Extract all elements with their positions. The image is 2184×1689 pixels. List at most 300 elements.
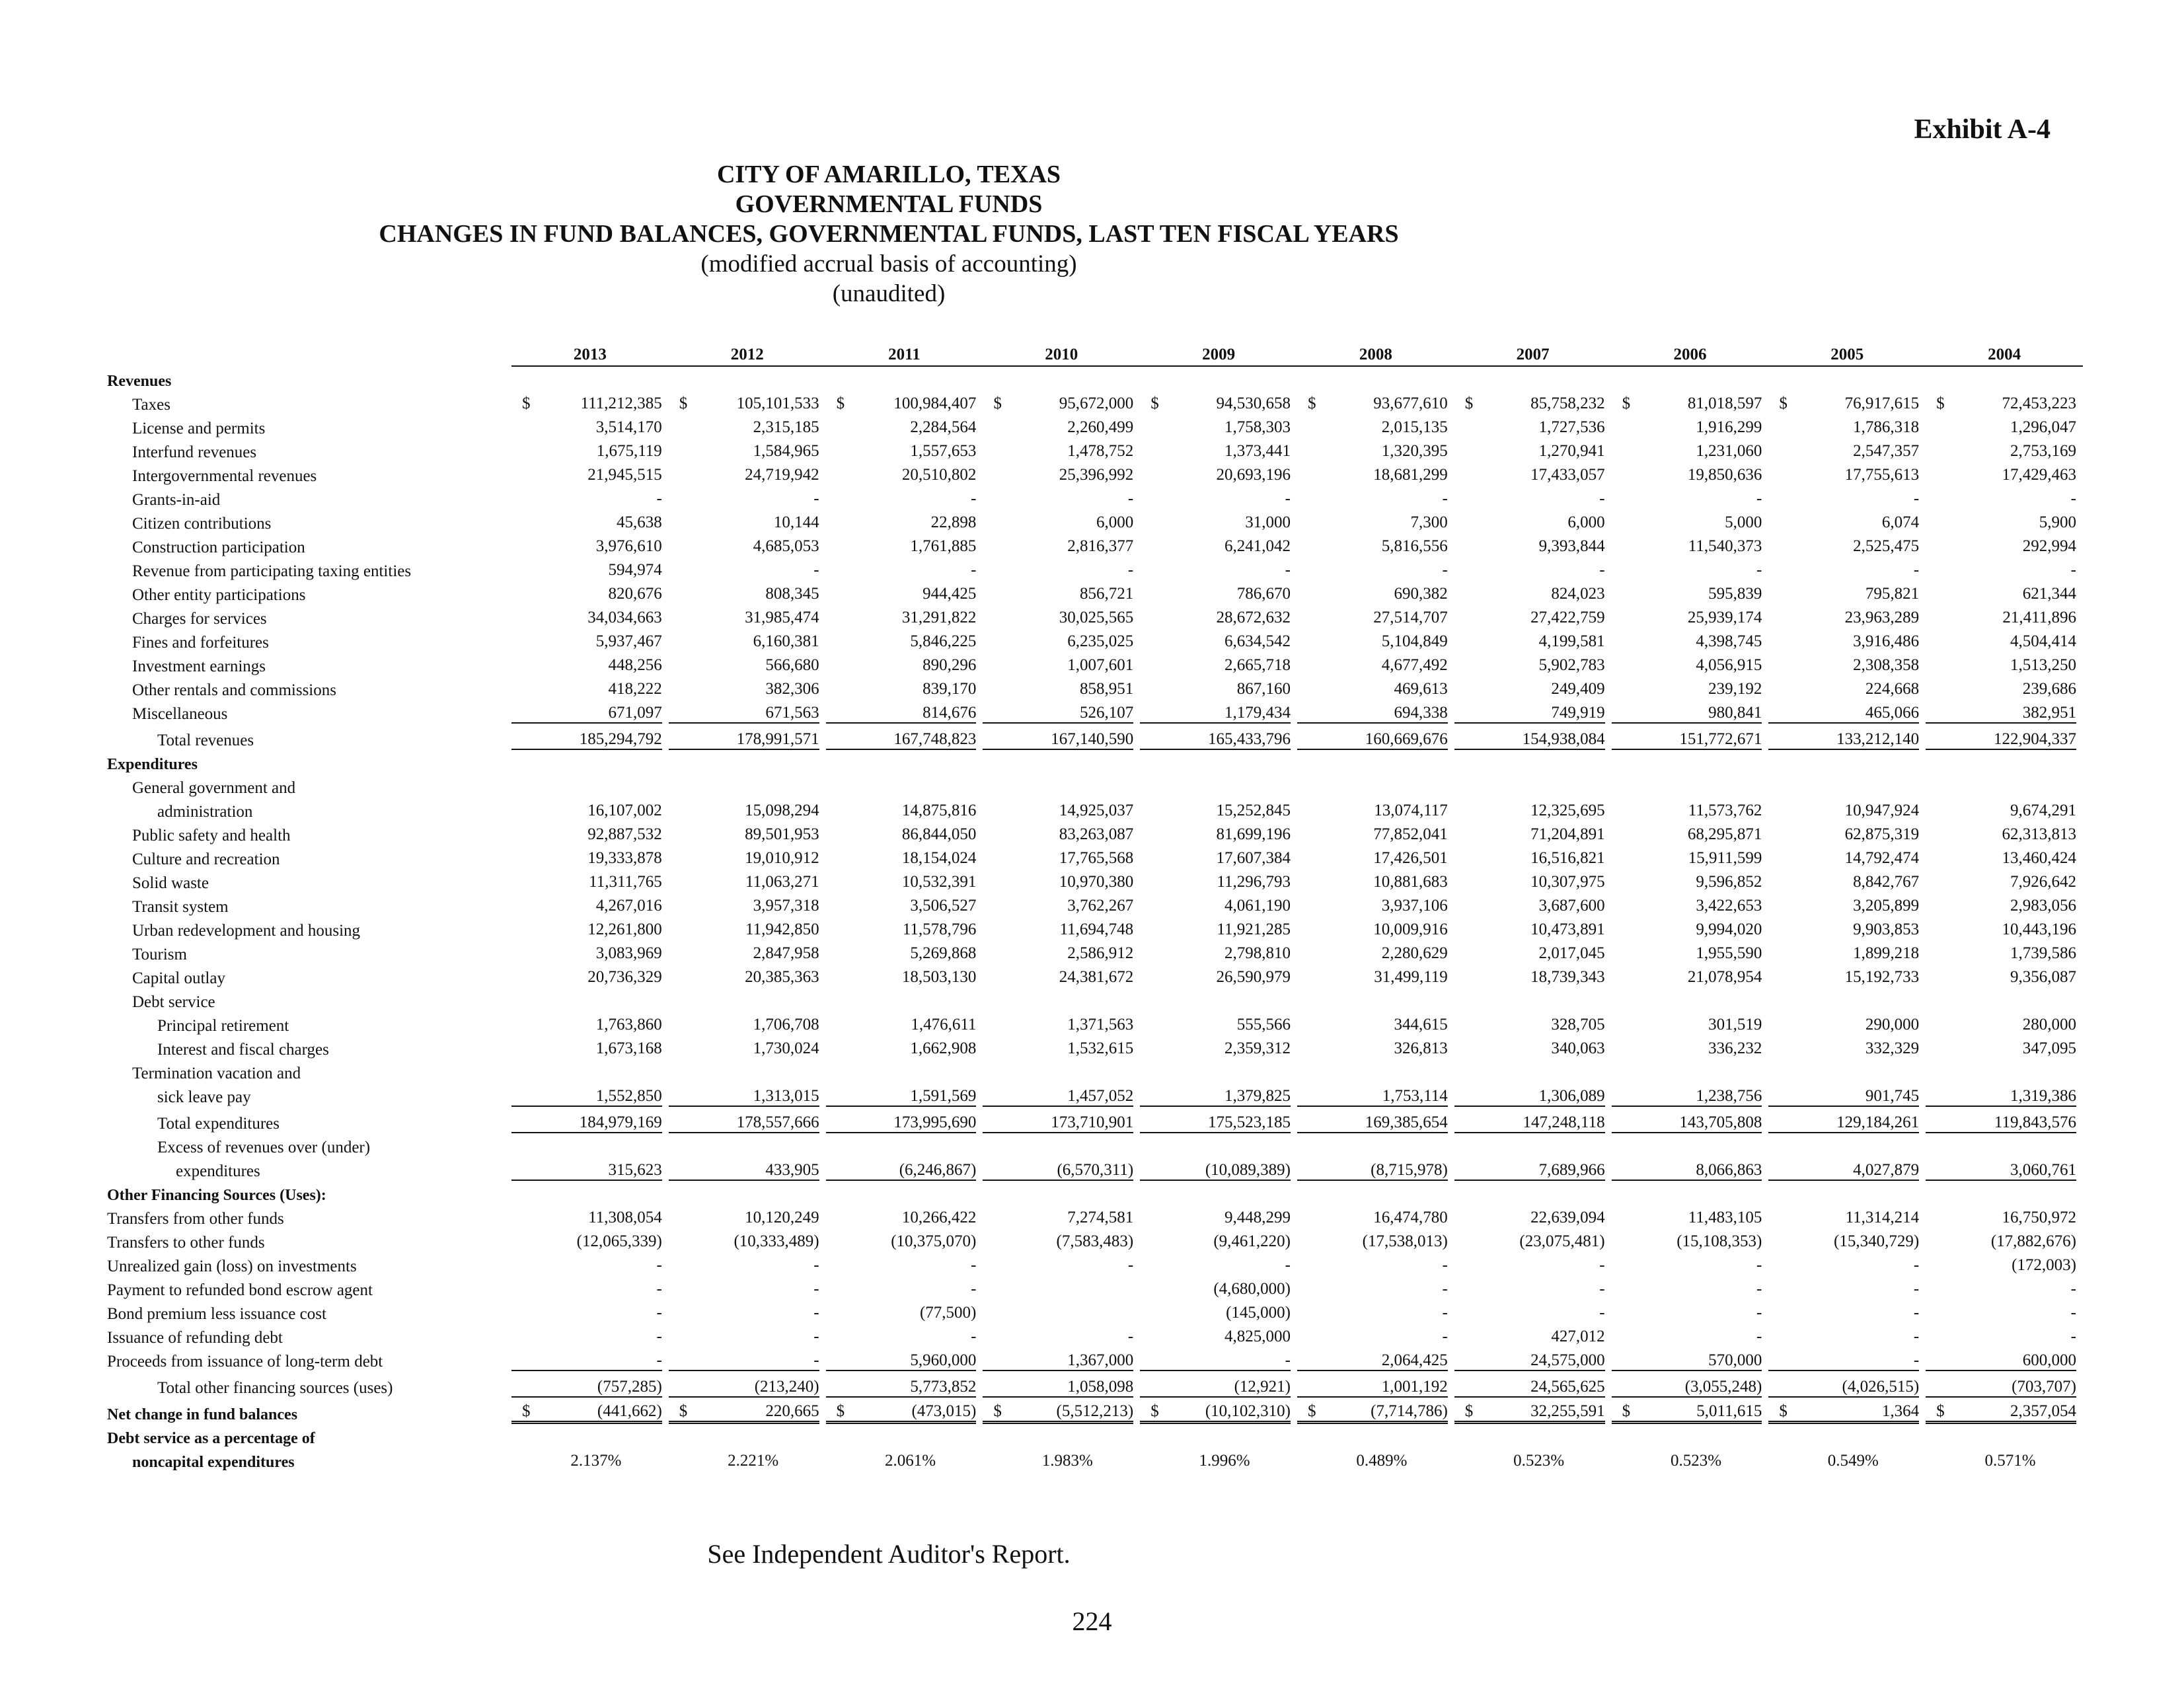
value-text: 10,307,975	[1530, 873, 1605, 891]
value-cell	[826, 1398, 983, 1424]
value-text: 382,306	[765, 680, 819, 698]
value-text: 1,662,908	[910, 1039, 977, 1057]
value-text: 17,607,384	[1216, 849, 1291, 867]
value-text: 4,398,745	[1696, 632, 1762, 650]
value-text: 169,385,654	[1297, 1113, 1448, 1133]
value-text: 11,921,285	[1217, 920, 1291, 938]
value-text: 24,565,625	[1454, 1378, 1605, 1398]
value-cell	[1926, 1035, 2083, 1059]
value-cell	[826, 652, 983, 676]
value-cell	[669, 1371, 826, 1398]
value-text: 786,670	[1236, 585, 1291, 603]
value-cell	[983, 1300, 1140, 1324]
value-cell	[511, 1324, 669, 1347]
value-cell	[511, 462, 669, 486]
value-text: 8,066,863	[1612, 1161, 1762, 1181]
value-cell	[1768, 533, 1926, 557]
value-cell	[826, 1228, 983, 1252]
value-cell	[511, 628, 669, 652]
value-text: 340,063	[1551, 1039, 1605, 1057]
value-text: 10,144	[773, 513, 819, 531]
value-text: 93,677,610	[1373, 394, 1448, 412]
value-text: 336,232	[1708, 1039, 1762, 1057]
value-cell	[1768, 1324, 1926, 1347]
value-text: 28,672,632	[1216, 609, 1291, 626]
value-cell	[1140, 724, 1297, 750]
value-cell	[1454, 1448, 1612, 1472]
value-cell	[511, 821, 669, 845]
value-text: 2,280,629	[1381, 944, 1448, 962]
value-text: 10,532,391	[901, 873, 977, 891]
value-cell	[1768, 1107, 1926, 1133]
table-row	[107, 509, 2083, 533]
value-text: -	[1756, 490, 1762, 507]
table-row	[107, 462, 2083, 486]
value-text: 1,706,708	[753, 1016, 819, 1033]
value-cell	[1297, 486, 1454, 509]
value-cell	[1926, 1252, 2083, 1276]
value-text: 2,315,185	[753, 418, 819, 436]
value-cell	[1768, 1424, 1926, 1448]
value-text: 11,573,762	[1688, 802, 1762, 819]
value-cell	[983, 724, 1140, 750]
value-cell	[826, 414, 983, 438]
value-text: 5,902,783	[1538, 656, 1605, 674]
value-text: 6,000	[1096, 513, 1134, 531]
value-cell	[1140, 821, 1297, 845]
value-text: (4,680,000)	[1213, 1280, 1291, 1298]
value-cell	[1926, 774, 2083, 798]
value-cell	[826, 940, 983, 964]
value-text: 671,097	[511, 704, 662, 724]
value-text: 690,382	[1394, 585, 1448, 603]
row-label: noncapital expenditures	[132, 1454, 295, 1471]
value-text: 7,689,966	[1454, 1161, 1605, 1181]
value-cell	[1454, 724, 1612, 750]
value-text: 1,899,218	[1853, 944, 1920, 962]
value-text: 86,844,050	[901, 825, 977, 843]
value-text: 1,238,756	[1612, 1087, 1762, 1107]
value-text: 290,000	[1865, 1016, 1920, 1033]
value-cell	[511, 1347, 669, 1371]
value-cell	[1768, 1083, 1926, 1107]
value-cell	[511, 1059, 669, 1083]
value-text: (17,882,676)	[1990, 1232, 2076, 1250]
value-text: 11,540,373	[1688, 537, 1762, 555]
value-cell	[1454, 509, 1612, 533]
value-text: 5,816,556	[1381, 537, 1448, 555]
value-cell	[1140, 700, 1297, 724]
value-cell	[1926, 1157, 2083, 1181]
value-text: 820,676	[608, 585, 662, 603]
value-text: 21,945,515	[587, 466, 662, 484]
row-label: Tourism	[132, 946, 187, 963]
value-cell	[1612, 391, 1769, 414]
value-text: 5,900	[2039, 513, 2076, 531]
value-text: 72,453,223	[2002, 394, 2076, 412]
row-label: Transfers to other funds	[107, 1234, 265, 1252]
currency-symbol: $	[1464, 394, 1474, 412]
table-row	[107, 652, 2083, 676]
value-text: 18,154,024	[901, 849, 977, 867]
currency-symbol: $	[836, 1402, 845, 1420]
value-text: 77,852,041	[1373, 825, 1448, 843]
value-text: 111,212,385	[580, 394, 662, 412]
value-cell	[1926, 366, 2083, 391]
report-title-city: CITY OF AMARILLO, TEXAS	[716, 161, 1061, 188]
value-cell	[1297, 1398, 1454, 1424]
value-text: 81,699,196	[1216, 825, 1291, 843]
value-text: -	[813, 1304, 819, 1322]
value-text: -	[1756, 1256, 1762, 1274]
value-cell	[1926, 414, 2083, 438]
row-label: Interest and fiscal charges	[157, 1041, 329, 1059]
value-text: -	[1599, 490, 1605, 507]
value-cell	[511, 438, 669, 462]
value-cell	[1454, 988, 1612, 1012]
value-cell	[669, 821, 826, 845]
value-text: 1,675,119	[596, 442, 662, 460]
value-text: 4,504,414	[2010, 632, 2076, 650]
row-label: Grants-in-aid	[132, 491, 221, 509]
value-text: 4,199,581	[1538, 632, 1605, 650]
value-text: 27,422,759	[1530, 609, 1605, 626]
value-text: 1,313,015	[669, 1087, 819, 1107]
value-cell	[1140, 581, 1297, 605]
currency-symbol: $	[522, 394, 531, 412]
value-text: 31,000	[1245, 513, 1291, 531]
value-cell	[1612, 509, 1769, 533]
value-text: 9,448,299	[1224, 1209, 1291, 1226]
value-text: 15,911,599	[1688, 849, 1762, 867]
value-text: 11,483,105	[1688, 1209, 1762, 1226]
value-text: 27,514,707	[1373, 609, 1448, 626]
value-cell	[669, 1083, 826, 1107]
table-row	[107, 1059, 2083, 1083]
value-text: -	[1442, 1328, 1448, 1345]
value-text: 5,104,849	[1381, 632, 1448, 650]
value-cell	[1768, 509, 1926, 533]
value-text: 465,066	[1768, 704, 1919, 724]
value-text: -	[1913, 1280, 1920, 1298]
value-text: -	[1442, 490, 1448, 507]
value-text: 2,284,564	[910, 418, 977, 436]
value-text: 21,078,954	[1687, 968, 1762, 986]
value-text: 526,107	[983, 704, 1133, 724]
value-text: 344,615	[1394, 1016, 1448, 1033]
value-text: -	[2070, 1304, 2076, 1322]
table-row	[107, 1276, 2083, 1300]
value-cell	[1926, 1398, 2083, 1424]
value-text: 3,916,486	[1853, 632, 1920, 650]
value-cell	[983, 1083, 1140, 1107]
table-row	[107, 724, 2083, 750]
currency-symbol: $	[1936, 1402, 1945, 1420]
value-cell	[1454, 557, 1612, 581]
value-cell	[1140, 1228, 1297, 1252]
value-cell	[669, 557, 826, 581]
value-cell	[669, 917, 826, 940]
report-subtitle-unaudited: (unaudited)	[832, 280, 946, 307]
row-label: Debt service as a percentage of	[107, 1430, 315, 1447]
value-cell	[826, 1083, 983, 1107]
value-text: 808,345	[765, 585, 819, 603]
value-text: 3,976,610	[595, 537, 662, 555]
value-cell	[511, 750, 669, 774]
year-header: 2004	[1926, 340, 2083, 366]
value-cell	[1612, 750, 1769, 774]
value-text: 17,755,613	[1844, 466, 1920, 484]
value-cell	[1768, 676, 1926, 700]
table-row	[107, 1035, 2083, 1059]
value-cell	[511, 486, 669, 509]
value-cell	[669, 1107, 826, 1133]
value-text: 11,296,793	[1217, 873, 1291, 891]
table-row	[107, 940, 2083, 964]
row-label: Principal retirement	[157, 1017, 289, 1035]
value-text: 280,000	[2022, 1016, 2076, 1033]
value-cell	[1768, 1133, 1926, 1157]
table-row	[107, 1424, 2083, 1448]
value-text: -	[971, 1256, 977, 1274]
value-text: 469,613	[1394, 680, 1448, 698]
value-text: 1,478,752	[1067, 442, 1134, 460]
value-text: 34,034,663	[587, 609, 662, 626]
value-cell	[669, 1424, 826, 1448]
value-text: 2,525,475	[1853, 537, 1920, 555]
row-label: Transit system	[132, 898, 229, 916]
value-text: 3,514,170	[595, 418, 662, 436]
value-text: -	[669, 1351, 819, 1371]
value-text: 10,473,891	[1530, 920, 1605, 938]
value-cell	[983, 1107, 1140, 1133]
value-text: 9,356,087	[2010, 968, 2076, 986]
value-cell	[1768, 438, 1926, 462]
value-text: 1,367,000	[983, 1351, 1133, 1371]
value-text: 11,311,765	[589, 873, 662, 891]
row-label: Total other financing sources (uses)	[157, 1379, 393, 1397]
value-cell	[1612, 366, 1769, 391]
value-cell	[669, 1228, 826, 1252]
value-cell	[826, 774, 983, 798]
value-text: 9,393,844	[1538, 537, 1605, 555]
value-text: 13,074,117	[1374, 802, 1448, 819]
value-cell	[669, 414, 826, 438]
value-text: -	[1599, 1280, 1605, 1298]
report-title-block	[0, 160, 1778, 309]
value-text: 249,409	[1551, 680, 1605, 698]
value-cell	[1454, 1347, 1612, 1371]
value-text: 2,064,425	[1297, 1351, 1448, 1371]
value-cell	[1768, 917, 1926, 940]
value-text: 7,926,642	[2010, 873, 2076, 891]
value-text: 3,762,267	[1067, 897, 1134, 915]
value-cell	[826, 581, 983, 605]
value-cell	[983, 988, 1140, 1012]
value-text: 555,566	[1236, 1016, 1291, 1033]
value-cell	[669, 774, 826, 798]
value-cell	[1768, 1276, 1926, 1300]
value-text: 175,523,185	[1140, 1113, 1291, 1133]
value-cell	[1140, 750, 1297, 774]
value-text: (10,333,489)	[734, 1232, 819, 1250]
value-text: 433,905	[669, 1161, 819, 1181]
value-text: 143,705,808	[1612, 1113, 1762, 1133]
year-header: 2007	[1454, 340, 1612, 366]
value-cell	[1612, 1133, 1769, 1157]
value-cell	[1140, 1371, 1297, 1398]
value-text: (12,921)	[1140, 1378, 1291, 1398]
value-cell	[1768, 391, 1926, 414]
value-text: -	[656, 1304, 662, 1322]
value-cell	[1140, 391, 1297, 414]
value-text: 1,007,601	[1067, 656, 1134, 674]
value-text: -	[1127, 561, 1134, 579]
value-cell	[1926, 798, 2083, 821]
value-text: -	[656, 1328, 662, 1345]
table-row	[107, 988, 2083, 1012]
value-text: 3,060,761	[1926, 1161, 2076, 1181]
currency-symbol: $	[1150, 394, 1159, 412]
value-text: 31,291,822	[901, 609, 977, 626]
value-cell	[669, 438, 826, 462]
value-cell	[983, 1448, 1140, 1472]
value-cell	[1297, 1012, 1454, 1035]
table-row	[107, 628, 2083, 652]
value-text: -	[971, 1328, 977, 1345]
value-text: -	[1442, 1280, 1448, 1298]
value-text: 105,101,533	[736, 394, 819, 412]
value-cell	[1297, 893, 1454, 917]
table-row	[107, 869, 2083, 893]
value-cell	[1140, 1276, 1297, 1300]
value-text: 570,000	[1612, 1351, 1762, 1371]
value-cell	[1926, 700, 2083, 724]
value-cell	[1612, 869, 1769, 893]
value-text: 326,813	[1394, 1039, 1448, 1057]
value-text: 26,590,979	[1216, 968, 1291, 986]
value-text: 5,773,852	[826, 1378, 977, 1398]
value-cell	[1140, 557, 1297, 581]
value-cell	[1612, 1012, 1769, 1035]
table-row	[107, 845, 2083, 869]
value-cell	[983, 869, 1140, 893]
value-text: (9,461,220)	[1213, 1232, 1291, 1250]
row-label: Capital outlay	[132, 969, 225, 987]
value-cell	[1612, 1276, 1769, 1300]
table-row	[107, 1157, 2083, 1181]
value-cell	[1140, 1205, 1297, 1228]
value-text: -	[511, 1351, 662, 1371]
value-cell	[1454, 1035, 1612, 1059]
value-cell	[1926, 1324, 2083, 1347]
value-cell	[1926, 988, 2083, 1012]
value-cell	[1768, 798, 1926, 821]
value-text: 20,385,363	[745, 968, 819, 986]
value-text: 76,917,615	[1844, 394, 1920, 412]
value-cell	[1612, 438, 1769, 462]
value-cell	[511, 1035, 669, 1059]
value-cell	[1612, 605, 1769, 628]
value-cell	[1768, 366, 1926, 391]
value-text: (15,108,353)	[1676, 1232, 1762, 1250]
value-text: 5,000	[1725, 513, 1762, 531]
value-text: (15,340,729)	[1834, 1232, 1920, 1250]
value-cell	[1454, 1398, 1612, 1424]
table-row	[107, 676, 2083, 700]
value-cell	[1454, 581, 1612, 605]
value-text: 0.571%	[1984, 1452, 2036, 1470]
value-cell	[1926, 821, 2083, 845]
value-cell	[1926, 1012, 2083, 1035]
value-text: 694,338	[1297, 704, 1448, 724]
value-cell	[1926, 964, 2083, 988]
value-text: 7,274,581	[1067, 1209, 1134, 1226]
currency-symbol: $	[522, 1402, 531, 1420]
value-cell	[983, 964, 1140, 988]
value-cell	[511, 917, 669, 940]
value-cell	[669, 1276, 826, 1300]
value-text: (441,662)	[511, 1402, 662, 1424]
value-text: 0.549%	[1827, 1452, 1879, 1470]
value-cell	[1454, 964, 1612, 988]
value-text: 20,736,329	[587, 968, 662, 986]
value-cell	[983, 1347, 1140, 1371]
value-cell	[1297, 1448, 1454, 1472]
value-cell	[1612, 940, 1769, 964]
value-cell	[1140, 893, 1297, 917]
value-cell	[1926, 845, 2083, 869]
value-cell	[1612, 1035, 1769, 1059]
value-cell	[1297, 462, 1454, 486]
value-cell	[1768, 869, 1926, 893]
value-cell	[1768, 1398, 1926, 1424]
value-cell	[1297, 1157, 1454, 1181]
value-text: -	[813, 1280, 819, 1298]
value-text: 3,937,106	[1381, 897, 1448, 915]
value-cell	[1926, 1133, 2083, 1157]
value-text: 4,677,492	[1381, 656, 1448, 674]
value-text: 1,296,047	[2010, 418, 2076, 436]
value-cell	[669, 869, 826, 893]
value-cell	[1612, 1181, 1769, 1205]
value-cell	[1297, 391, 1454, 414]
value-cell	[983, 750, 1140, 774]
value-cell	[669, 581, 826, 605]
value-cell	[1768, 605, 1926, 628]
value-cell	[1768, 1252, 1926, 1276]
value-text: 292,994	[2022, 537, 2076, 555]
value-text: 9,674,291	[2010, 802, 2076, 819]
value-text: 1,320,395	[1381, 442, 1448, 460]
value-cell	[983, 893, 1140, 917]
value-cell	[1612, 1252, 1769, 1276]
row-label: Other rentals and commissions	[132, 681, 336, 699]
value-text: 19,010,912	[745, 849, 819, 867]
value-text: (473,015)	[826, 1402, 977, 1424]
value-text: 147,248,118	[1454, 1113, 1605, 1133]
value-cell	[1297, 581, 1454, 605]
value-text: -	[1442, 1304, 1448, 1322]
value-cell	[1612, 1371, 1769, 1398]
value-text: 2,359,312	[1224, 1039, 1291, 1057]
value-cell	[1140, 1448, 1297, 1472]
value-cell	[1140, 1300, 1297, 1324]
value-cell	[669, 605, 826, 628]
value-cell	[1454, 652, 1612, 676]
value-cell	[1454, 628, 1612, 652]
value-cell	[511, 1181, 669, 1205]
